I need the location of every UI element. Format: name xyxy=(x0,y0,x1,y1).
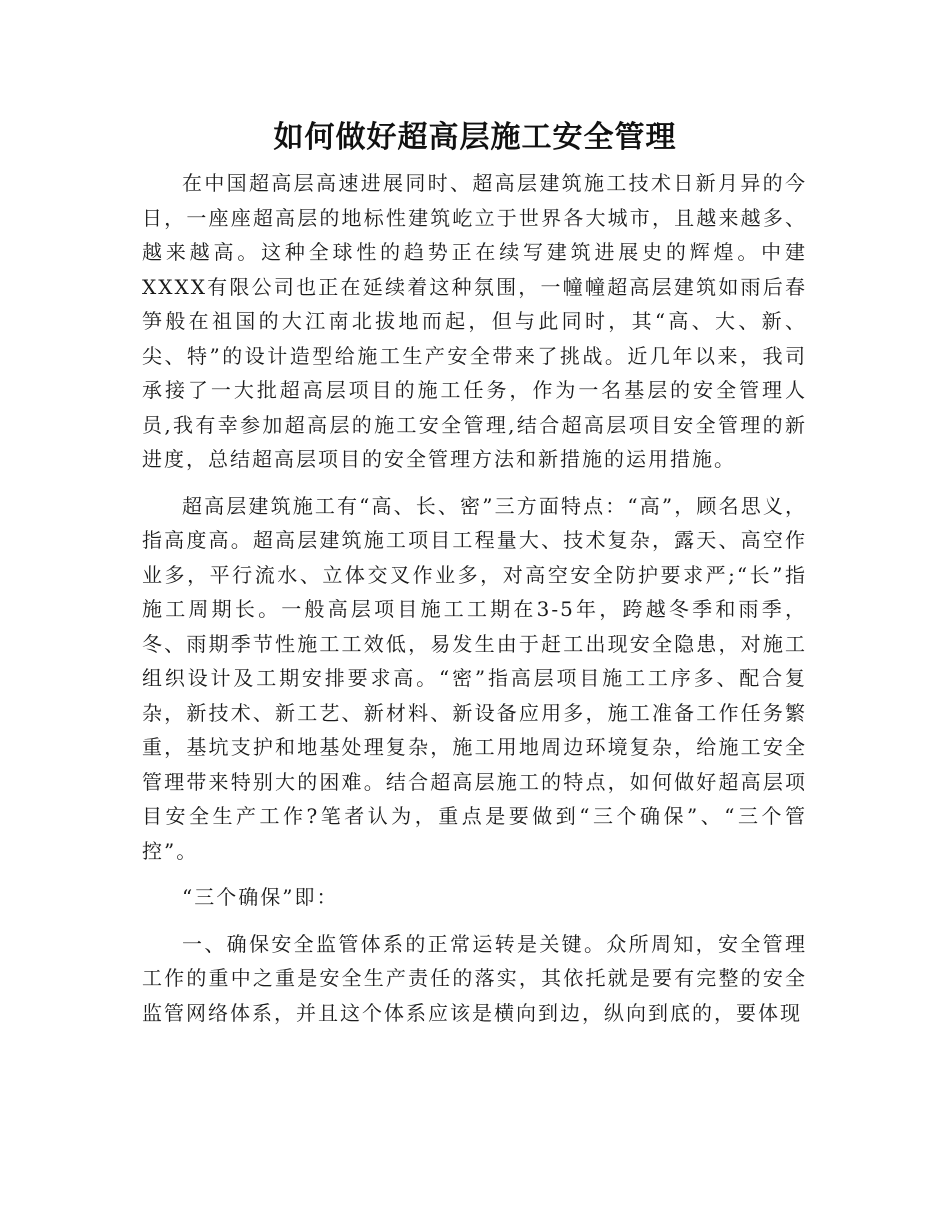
paragraph-ensure-one: 一、确保安全监管体系的正常运转是关键。众所周知，安全管理工作的重中之重是安全生产责任的落实，其依托就是要有完整的安全监管网络体系，并且这个体系应该是横向到边，纵向到底的，要体现 xyxy=(142,931,807,1025)
document-title: 如何做好超高层施工安全管理 xyxy=(273,120,677,155)
paragraph-characteristics: 超高层建筑施工有“高、长、密”三方面特点：“高”，顾名思义，指高度高。超高层建筑施工项目工程量大、技术复杂，露天、高空作业多，平行流水、立体交叉作业多，对高空安全防护要求严;“长”指施工周期长。一般高层项目施工工期在3-5年，跨越冬季和雨季，冬、雨期季节性施工工效低，易发生由于赶工出现安全隐患，对施工组织设计及工期安排要求高。“密”指高层项目施工工序多、配合复杂，新技术、新工艺、新材料、新设备应用多，施工准备工作任务繁重，基坑支护和地基处理复杂，施工用地周边环境复杂，给施工安全管理带来特别大的困难。结合超高层施工的特点，如何做好超高层项目安全生产工作?笔者认为，重点是要做到“三个确保”、“三个管控”。 xyxy=(142,493,807,863)
paragraph-intro: 在中国超高层高速进展同时、超高层建筑施工技术日新月异的今日，一座座超高层的地标性建筑屹立于世界各大城市，且越来越多、越来越高。这种全球性的趋势正在续写建筑进展史的辉煌。中建XXXX有限公司也正在延续着这种氛围，一幢幢超高层建筑如雨后春笋般在祖国的大江南北拔地而起，但与此同时，其“高、大、新、尖、特”的设计造型给施工生产安全带来了挑战。近几年以来，我司承接了一大批超高层项目的施工任务，作为一名基层的安全管理人员,我有幸参加超高层的施工安全管理,结合超高层项目安全管理的新进度，总结超高层项目的安全管理方法和新措施的运用措施。 xyxy=(142,171,807,471)
paragraph-three-ensures-heading: “三个确保”即： xyxy=(182,885,339,909)
document-body xyxy=(142,166,807,1030)
